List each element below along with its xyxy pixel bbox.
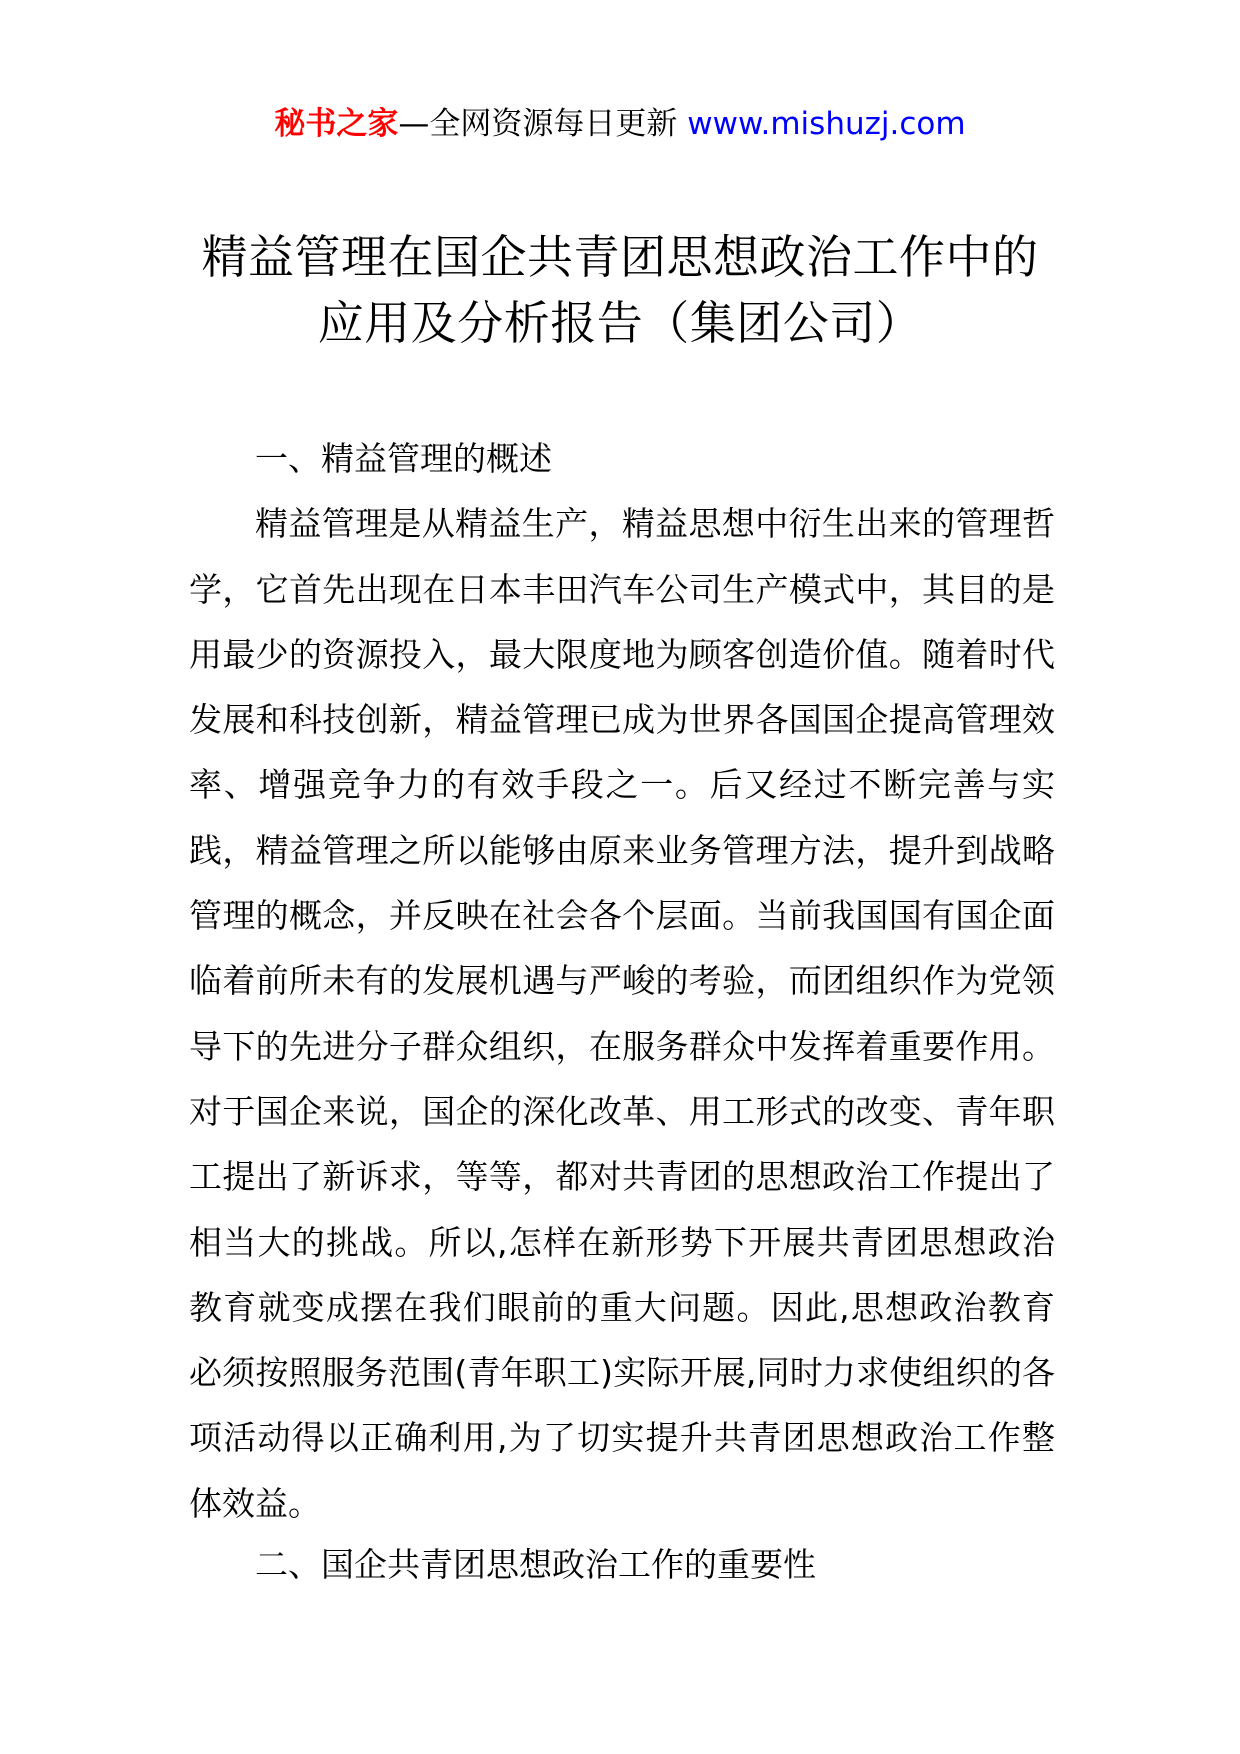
title-line-1: 精益管理在国企共青团思想政治工作中的 (201, 230, 1039, 284)
document-title (0, 224, 1240, 356)
site-url-link[interactable]: www.mishuzj.com (687, 106, 966, 142)
site-header (0, 102, 1240, 146)
header-tagline: —全网资源每日更新 (398, 106, 688, 142)
title-line-2: 应用及分析报告（集团公司） (317, 296, 923, 350)
section-1-heading: 一、精益管理的概述 (255, 439, 552, 478)
brand-name: 秘书之家 (274, 106, 399, 142)
section-2-heading: 二、国企共青团思想政治工作的重要性 (255, 1545, 816, 1584)
section-1-paragraph: 精益管理是从精益生产，精益思想中衍生出来的管理哲学，它首先出现在日本丰田汽车公司生产模式中，其目的是用最少的资源投入，最大限度地为顾客创造价值。随着时代发展和科技创新，精益管理已成为世界各国国企提高管理效率、增强竞争力的有效手段之一。后又经过不断完善与实践，精益管理之所以能够由原来业务管理方法，提升到战略管理的概念，并反映在社会各个层面。当前我国国有国企面临着前所未有的发展机遇与严峻的考验，而团组织作为党领导下的先进分子群众组织，在服务群众中发挥着重要作用。对于国企来说，国企的深化改革、用工形式的改变、青年职工提出了新诉求，等等，都对共青团的思想政治工作提出了相当大的挑战。所以,怎样在新形势下开展共青团思想政治教育就变成摆在我们眼前的重大问题。因此,思想政治教育必须按照服务范围(青年职工)实际开展,同时力求使组织的各项活动得以正确利用,为了切实提升共青团思想政治工作整体效益。 (189, 504, 1055, 1523)
document-body (189, 426, 1055, 1536)
